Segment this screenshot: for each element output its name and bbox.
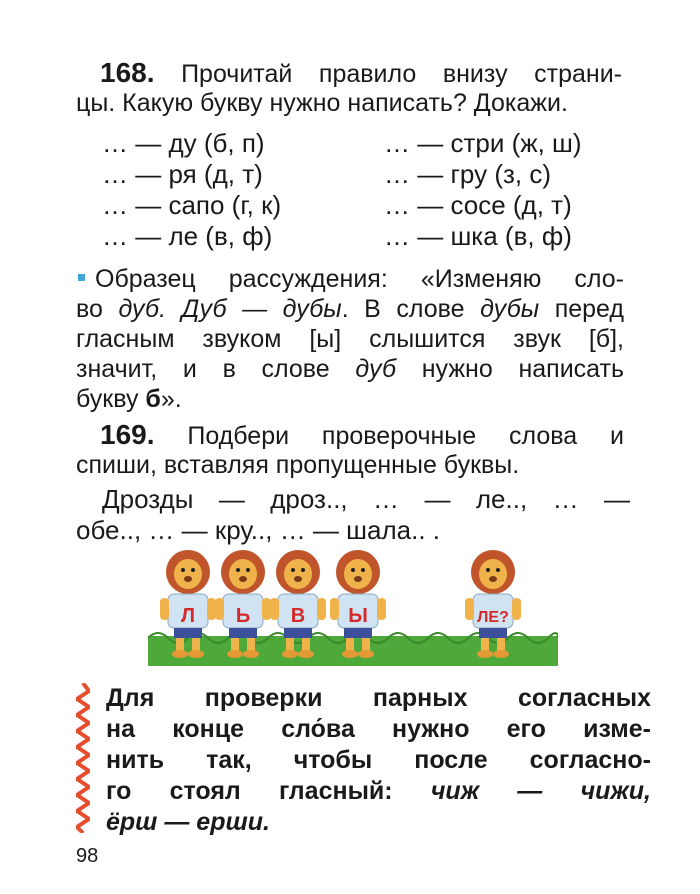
ex168-item: … — сапо (г, к) (102, 190, 282, 220)
rule-box (76, 683, 656, 836)
ex168-item: … — гру (з, с) (384, 159, 552, 189)
shirt-letter: Ь (235, 605, 251, 627)
shirt-letter: Л (180, 605, 196, 627)
sample-line3: гласным звуком [ы] слышится звук [б], (76, 325, 624, 353)
ex168-item: … — шка (в, ф) (384, 221, 572, 251)
sample-line2: во дуб. Дуб — дубы. В слове дубы перед (76, 295, 624, 323)
sample-line4: значит, и в слове дуб нужно написать (76, 355, 624, 383)
sample-line1: Образец рассуждения: «Изменяю сло- (78, 264, 624, 294)
ex168-item: … — сосе (д, т) (384, 190, 572, 220)
zigzag-border-icon (76, 683, 90, 833)
ex169-line2: спиши, вставляя пропущенные буквы. (76, 451, 520, 479)
ex168-left-column (102, 128, 281, 252)
sample-line5: букву б». (76, 385, 182, 413)
rule-line5: ёрш — ерши. (106, 808, 270, 836)
rule-line2: на конце сло́ва нужно его изме- (106, 715, 651, 743)
ex169-words-line2: обе.., … — кру.., … — шала.. . (76, 515, 440, 545)
lions-illustration (148, 548, 558, 666)
square-bullet-icon (78, 274, 85, 281)
shirt-letter: ЛЕ? (477, 609, 509, 626)
ex168-right-column (384, 128, 582, 252)
ex168-item: … — ря (д, т) (102, 159, 263, 189)
ex168-item: … — ле (в, ф) (102, 221, 273, 251)
ex168-number: 168. (100, 57, 155, 88)
rule-line3: нить так, чтобы после согласно- (106, 746, 651, 774)
ex169-number: 169. (100, 419, 155, 450)
ex168-item: … — ду (б, п) (102, 128, 265, 158)
ex169-words-line1: Дрозды — дроз.., … — ле.., … — (102, 484, 630, 514)
rule-line4: го стоял гласный: чиж — чижи, (106, 777, 651, 805)
rule-line1: Для проверки парных согласных (106, 684, 651, 712)
shirt-letter: Ы (348, 605, 368, 627)
rule-text (106, 683, 651, 838)
shirt-letter: В (290, 605, 306, 627)
ex168-line1: 168. Прочитай правило внизу страни- (100, 57, 622, 88)
ex168-line2: цы. Какую букву нужно написать? Докажи. (76, 89, 568, 117)
page-number: 98 (76, 845, 99, 867)
ex169-line1: 169. Подбери проверочные слова и (100, 419, 624, 450)
ex168-item: … — стри (ж, ш) (384, 128, 582, 158)
